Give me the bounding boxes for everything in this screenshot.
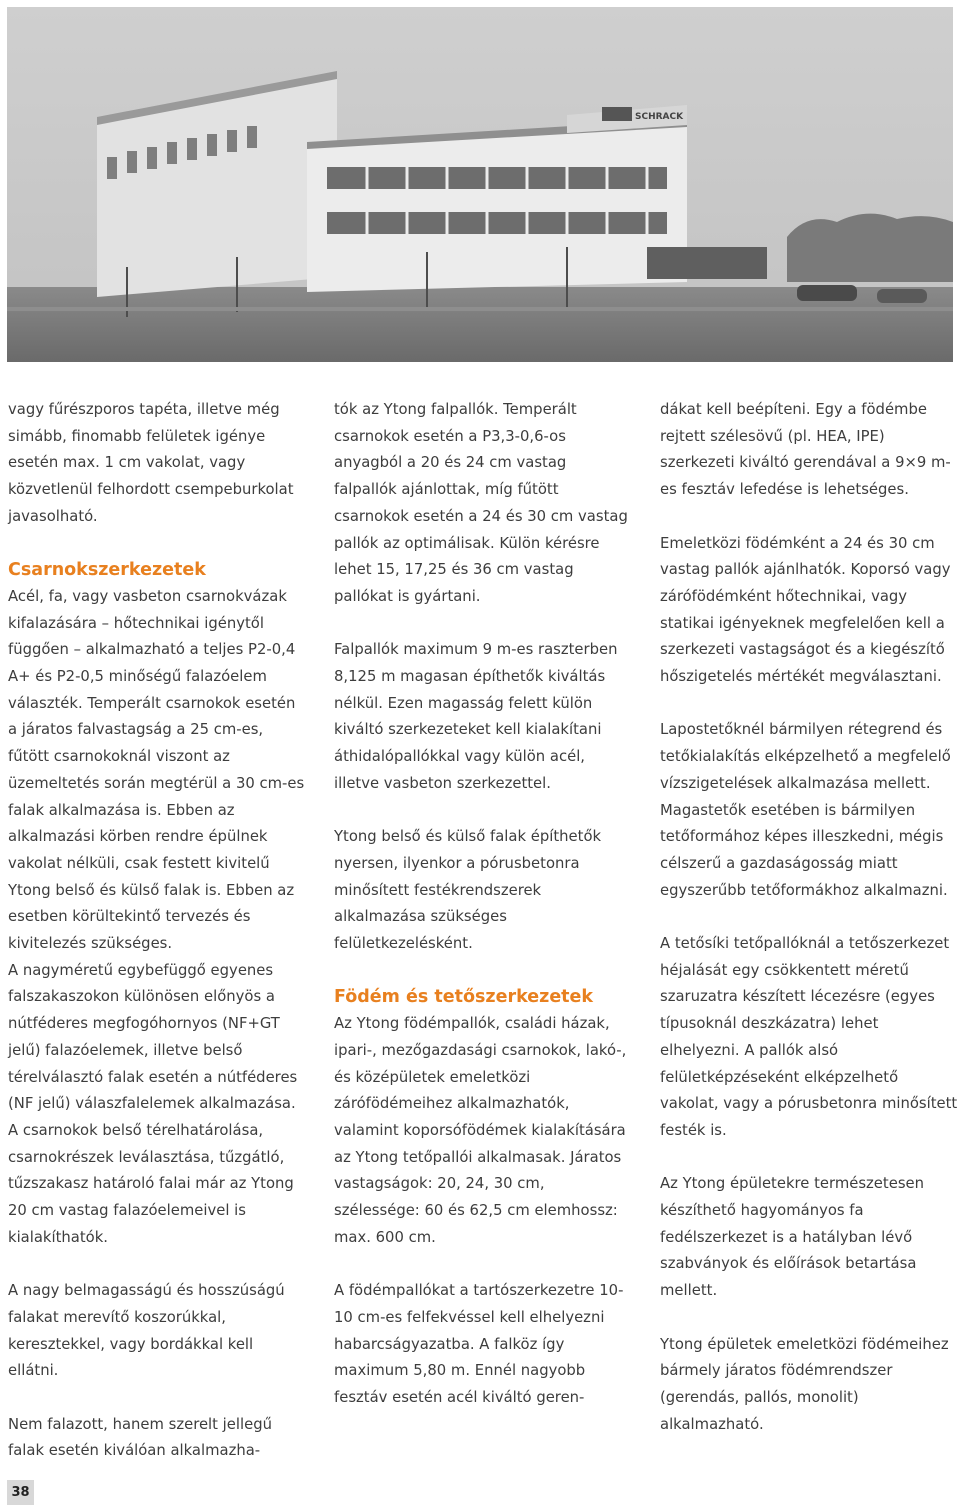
car (797, 285, 857, 301)
column-1 (8, 397, 308, 1465)
paragraph: Ytong belső és külső falak építhetők nyersen, ilyenkor a pórusbetonra minősített festékrendszerek alkalmazása szükséges felületkezelésként. (334, 828, 602, 953)
paragraph: tók az Ytong falpallók. Temperált csarnokok esetén a P3,3-0,6-os anyagból a 20 és 24 cm vastag falpallók ajánlottak, míg fűtött csarnokok esetén a 24 és 30 cm vastag pallók az optimálisak. Külön kérésre lehet 15, 17,25 és 36 cm vastag pallókat is gyártani. (334, 401, 628, 605)
paragraph: dákat kell beépíteni. Egy a födémbe rejtett szélesövű (pl. HEA, IPE) szerkezeti kiváltó gerendával a 9×9 m-es fesztáv lefedése is lehetséges. (660, 401, 951, 499)
trees (787, 214, 953, 282)
paragraph: Emeletközi födémként a 24 és 30 cm vastag pallók ajánlhatók. Koporsó vagy zárófödémként hőtechnikai, vagy statikai igényeknek megfelelően kell a szerkezeti vastagságot és a kiegészítő hőszigetelés mértékét megválasztani. (660, 534, 951, 686)
column-2 (334, 397, 632, 1412)
paragraph: A nagy belmagasságú és hosszúságú falakat merevítő koszorúkkal, keresztekkel, vagy bordákkal kell ellátni. (8, 1282, 285, 1380)
paragraph: A nagyméretű egybefüggő egyenes falszakaszokon különösen előnyös a nútféderes megfogóhornyos (NF+GT jelű) falazóelemek, illetve belső térelválasztó falak esetén a nútféderes (NF jelű) válaszfalelemek alkalmazása. A csarnokok belső térelhatárolása, csarnokrészek leválasztása, tűzgátló, tűzszakasz határoló falai már az Ytong 20 cm vastag falazóelemeivel is kialakíthatók. (8, 961, 298, 1246)
paragraph: Nem falazott, hanem szerelt jellegű falak esetén kiválóan alkalmazha- (8, 1415, 272, 1460)
section-heading-csarnokszerkezetek: Csarnokszerkezetek (8, 560, 206, 581)
building-illustration (7, 7, 953, 362)
paragraph: Az Ytong épületekre természetesen készíthető hagyományos fa fedélszerkezet is a hatályban lévő szabványok és előírások betartása mellett. (660, 1175, 925, 1300)
paragraph: Acél, fa, vagy vasbeton csarnokvázak kifalazására – hőtechnikai igénytől függően – alkalmazható a teljes P2-0,4 A+ és P2-0,5 minőségű falazóelem választék. Temperált csarnokok esetén a járatos falvastagság a 25 cm-es, fűtött csarnokoknál viszont az üzemeltetés során megtérül a 30 cm-es falak alkalmazása is. Ebben az alkalmazási körben rendre épülnek vakolat nélküli, csak festett kivitelű Ytong belső és külső falak is. Ebben az esetben körültekintő tervezés és kivitelezés szükséges. (8, 587, 305, 953)
car (877, 289, 927, 303)
paragraph: A tetősíki tetőpallóknál a tetőszerkezet héjalását egy csökkentett méretű szaruzatra készített lécezésre (egyes típusoknál deszkázatra) lehet elhelyezni. A pallók alsó felületképzéseként elképzelhető vakolat, vagy a pórusbetonra minősített festék is. (660, 935, 958, 1139)
paragraph: A födémpallókat a tartószerkezetre 10-10 cm-es felfekvéssel kell elhelyezni habarcságyazatba. A falköz így maximum 5,80 m. Ennél nagyobb fesztáv esetén acél kiváltó geren- (334, 1282, 624, 1406)
sign-text: SCHRACK (635, 112, 684, 122)
paragraph: Ytong épületek emeletközi födémeihez bármely járatos födémrendszer (gerendás, pallós, monolit) alkalmazható. (660, 1335, 949, 1433)
paragraph: vagy fűrészporos tapéta, illetve még simább, finomabb felületek igénye esetén max. 1 cm vakolat, vagy közvetlenül felhordott csempeburkolat javasolható. (8, 401, 294, 525)
paragraph: Falpallók maximum 9 m-es raszterben 8,125 m magasan építhetők kiváltás nélkül. Ezen magasság felett külön kiváltó szerkezeteket kell kialakítani áthidalópallókkal vagy külön acél, illetve vasbeton szerkezettel. (334, 641, 618, 792)
path (7, 307, 953, 311)
paragraph: Lapostetőknél bármilyen rétegrend és tetőkialakítás elképzelhető a megfelelő vízszigetelések alkalmazása mellett. Magastetők esetében is bármilyen tetőformához képes illeszkedni, mégis célszerű a gazdaságosság miatt egyszerűbb tetőformákhoz alkalmazni. (660, 721, 951, 899)
column-3 (660, 397, 958, 1438)
sign (602, 107, 632, 121)
section-heading-fodem-es-tetoszerkezetek: Födém és tetőszerkezetek (334, 987, 594, 1008)
entrance-glazing (647, 247, 767, 279)
building-photo (7, 7, 953, 362)
paragraph: Az Ytong födémpallók, családi házak, ipari-, mezőgazdasági csarnokok, lakó-, és középületek emeletközi zárófödémeihez alkalmazhatók, valamint koporsófödémek kialakítására az Ytong tetőpallói alkalmasak. Járatos vastagságok: 20, 24, 30 cm, szélessége: 60 és 62,5 cm elemhossz: max. 600 cm. (334, 1015, 627, 1246)
office-block (307, 125, 687, 292)
page-number: 38 (7, 1480, 34, 1505)
